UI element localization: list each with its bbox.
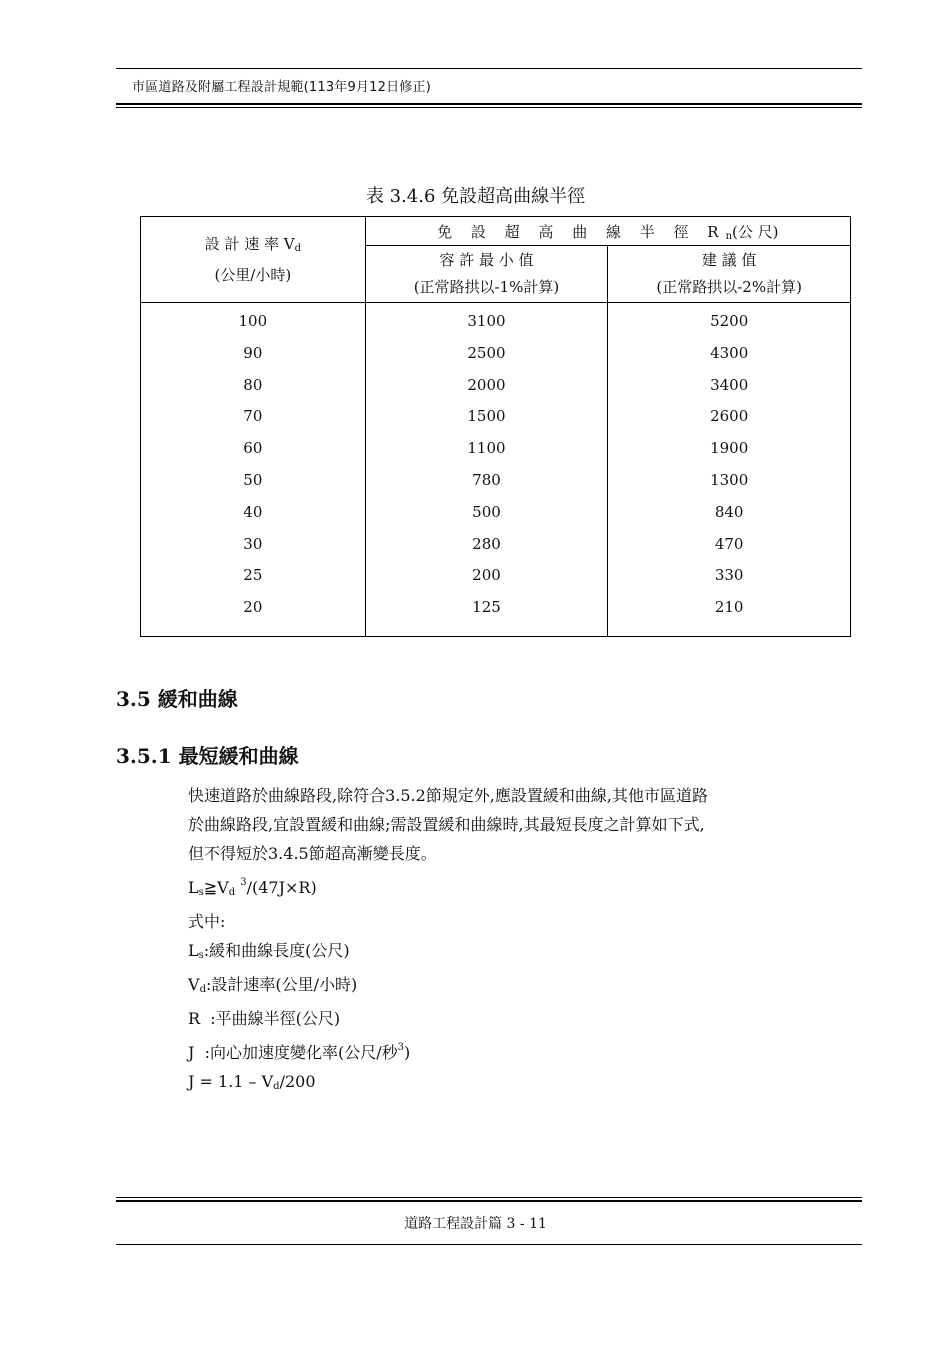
definition-ls: $L_s$:緩和曲線長度(公尺)	[188, 941, 350, 961]
table-cell: 80	[243, 375, 263, 394]
header-rule-bottom-thin	[116, 107, 862, 108]
table-cell: 1900	[710, 439, 749, 458]
paragraph-line: 但不得短於3.4.5節超高漸變長度。	[188, 844, 437, 863]
table-caption: 表 3.4.6 免設超高曲線半徑	[365, 186, 586, 207]
table-cell: 60	[243, 439, 263, 458]
definition-j: J :向心加速度變化率(公尺/秒$^3$)	[188, 1042, 411, 1062]
section-heading-3-5-1: 3.5.1 最短緩和曲線	[116, 744, 299, 768]
table-cell: 3400	[710, 375, 749, 394]
where-label: 式中:	[188, 912, 226, 931]
table-cell: 90	[243, 343, 263, 362]
min-values-column	[365, 303, 608, 637]
table-cell: 40	[243, 502, 263, 521]
paragraph-line: 於曲線路段,宜設置緩和曲線;需設置緩和曲線時,其最短長度之計算如下式,	[188, 815, 705, 834]
table-cell: 25	[243, 566, 263, 585]
speed-values-column	[141, 303, 366, 637]
table-cell: 4300	[710, 343, 749, 362]
table-cell: 50	[243, 470, 263, 489]
table-cell: 280	[472, 534, 501, 553]
header-rule-top	[116, 68, 862, 69]
suggested-value-column-header: 建 議 值 (正常路拱以-2%計算)	[608, 246, 851, 303]
section-body	[188, 781, 858, 1101]
table-cell: 30	[243, 534, 263, 553]
section-heading-3-5: 3.5 緩和曲線	[116, 687, 238, 711]
table-cell: 20	[243, 598, 263, 617]
table-cell: 330	[714, 566, 744, 585]
running-header: 市區道路及附屬工程設計規範(113年9月12日修正)	[132, 80, 431, 95]
definition-r: R :平曲線半徑(公尺)	[188, 1009, 341, 1028]
paragraph-line: 快速道路於曲線路段,除符合3.5.2節規定外,應設置緩和曲線,其他市區道路	[188, 786, 708, 805]
ls-formula: $L_s≧V_d$ $^3$/(47J×R)	[188, 877, 317, 898]
table-cell: 210	[714, 598, 744, 617]
table-cell: 3100	[467, 312, 506, 330]
table-cell: 2000	[467, 375, 506, 394]
table-cell: 470	[714, 534, 744, 553]
table-cell: 2500	[467, 343, 506, 362]
page-number: 道路工程設計篇 3 - 11	[404, 1216, 547, 1232]
header-rule-bottom-thick	[116, 103, 862, 105]
table-cell: 500	[472, 502, 501, 521]
table-cell: 100	[238, 312, 268, 330]
table-cell: 780	[472, 470, 501, 489]
min-value-column-header: 容 許 最 小 值 (正常路拱以-1%計算)	[365, 246, 608, 303]
radius-group-header: 免 設 超 高 曲 線 半 徑 $R_n$(公 尺)	[365, 217, 850, 246]
j-formula: $J = 1.1 - V_d/200$	[188, 1072, 316, 1092]
definition-vd: $V_d$:設計速率(公里/小時)	[188, 975, 358, 995]
table-cell: 1300	[710, 470, 749, 489]
curve-radius-table	[140, 216, 851, 637]
footer-rule-thin	[116, 1197, 862, 1198]
footer-rule-bottom	[116, 1244, 862, 1245]
table-cell: 125	[472, 598, 501, 617]
suggested-values-column	[608, 303, 851, 637]
table-cell: 2600	[710, 407, 749, 426]
table-cell: 840	[714, 502, 744, 521]
table-cell: 200	[472, 566, 501, 585]
table-cell: 1500	[467, 407, 506, 426]
table-cell: 70	[243, 407, 263, 426]
speed-column-header: 設 計 速 率 $V_d$ (公里/小時)	[141, 217, 366, 303]
table-cell: 1100	[467, 439, 506, 458]
table-cell: 5200	[710, 312, 749, 330]
footer-rule-thick	[116, 1200, 862, 1202]
